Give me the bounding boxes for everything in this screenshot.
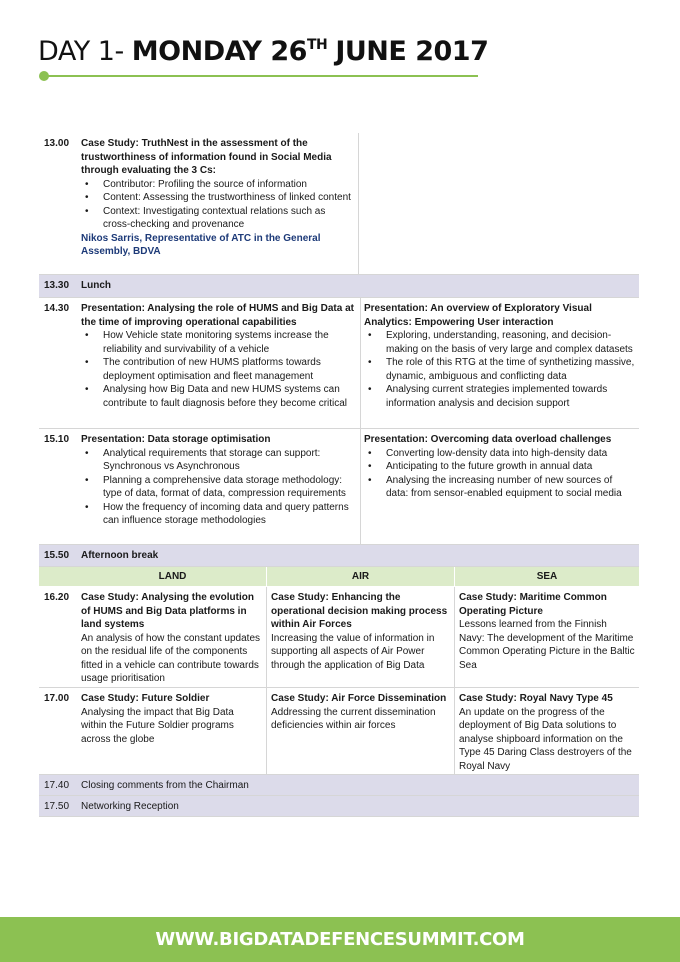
date-suffix: TH xyxy=(306,37,328,53)
session-title: Case Study: Enhancing the operational decision making process within Air Forces xyxy=(271,592,448,630)
session-body: Addressing the current dissemination deficiencies within air forces xyxy=(271,706,436,731)
list-item: • Analysing current strategies implemented towards information analysis and decision support xyxy=(364,383,635,410)
session-body: Increasing the value of information in supporting all aspects of Air Power through the application of Big Data xyxy=(271,632,435,671)
session-time: 17.00 xyxy=(44,693,70,704)
agenda-row-1740 xyxy=(39,775,639,796)
session-body: Lessons learned from the Finnish Navy: The development of the Maritime Common Operating Picture in the Baltic Sea xyxy=(459,619,635,671)
session-body: Analysing the impact that Big Data within the Future Soldier programs across the globe xyxy=(81,706,234,745)
day-label: DAY 1- xyxy=(38,36,124,67)
session-title: Case Study: Future Soldier xyxy=(81,693,210,704)
list-item: • Anticipating to the future growth in annual data xyxy=(364,460,635,474)
session-title: Case Study: Royal Navy Type 45 xyxy=(459,693,613,704)
list-item: • Planning a comprehensive data storage methodology: type of data, format of data, compression requirements xyxy=(81,474,356,501)
list-item: • How Vehicle state monitoring systems increase the reliability and survivability of a vehicle xyxy=(81,329,356,356)
list-item: • Analysing how Big Data and new HUMS systems can contribute to fault diagnosis before they become critical xyxy=(81,383,356,410)
session-time: 14.30 xyxy=(44,303,70,314)
footer-url[interactable]: WWW.BIGDATADEFENCESUMMIT.COM xyxy=(155,929,525,950)
title-underline xyxy=(44,75,478,77)
session-bullets xyxy=(364,329,635,410)
date-end: JUNE 2017 xyxy=(335,36,489,67)
page-title xyxy=(38,36,488,67)
title-dot xyxy=(39,71,49,81)
agenda-row-1300 xyxy=(39,133,639,275)
list-item: • Content: Assessing the trustworthiness of linked content xyxy=(81,191,354,205)
session-bullets xyxy=(81,447,356,528)
session-title: Presentation: Data storage optimisation xyxy=(81,434,271,445)
session-body: An update on the progress of the deployment of Big Data solutions to analyse shipboard information on the Type 45 Daring Class destroyers of the Royal Navy xyxy=(459,706,632,772)
session-cell xyxy=(79,133,359,274)
list-item: • Context: Investigating contextual relations such as cross-checking and provenance xyxy=(81,205,354,232)
session-time: 17.50 xyxy=(44,801,70,812)
session-title: Case Study: Analysing the evolution of HUMS and Big Data platforms in land systems xyxy=(81,592,254,630)
date-main: MONDAY 26 xyxy=(131,36,307,67)
agenda-row-1550 xyxy=(39,545,639,567)
session-bullets xyxy=(81,178,354,232)
session-title: Afternoon break xyxy=(81,550,159,561)
session-time: 16.20 xyxy=(44,592,70,603)
list-item: • How the frequency of incoming data and query patterns can influence storage methodologies xyxy=(81,501,356,528)
session-cell-right xyxy=(361,429,639,544)
track-land-header: LAND xyxy=(39,567,267,586)
footer-bar xyxy=(0,917,680,962)
session-title: Presentation: Analysing the role of HUMS and Big Data at the time of improving operational capabilities xyxy=(81,303,354,328)
sea-session xyxy=(455,688,639,774)
session-cell-left xyxy=(79,298,361,428)
land-session xyxy=(79,587,267,687)
track-header xyxy=(39,567,639,587)
agenda-row-1330 xyxy=(39,275,639,298)
session-time: 15.50 xyxy=(44,550,70,561)
list-item: • Analysing the increasing number of new sources of data: from sensor-enabled equipment to social media xyxy=(364,474,635,501)
land-session xyxy=(79,688,267,774)
session-time: 15.10 xyxy=(44,434,70,445)
agenda-table xyxy=(39,133,639,817)
session-title: Presentation: Overcoming data overload challenges xyxy=(364,434,612,445)
empty-cell xyxy=(359,133,639,274)
session-cell-left xyxy=(79,429,361,544)
session-time: 17.40 xyxy=(44,780,70,791)
session-cell-right xyxy=(361,298,639,428)
session-bullets xyxy=(364,447,635,501)
list-item: • Analytical requirements that storage can support: Synchronous vs Asynchronous xyxy=(81,447,356,474)
list-item: • The contribution of new HUMS platforms towards deployment optimisation and fleet management xyxy=(81,356,356,383)
session-body: An analysis of how the constant updates on the residual life of the components fitted in a vehicle can contribute towards usage prioritisation xyxy=(81,632,261,684)
list-item: • Contributor: Profiling the source of information xyxy=(81,178,354,192)
session-title: Lunch xyxy=(81,280,111,291)
session-title: Case Study: Air Force Dissemination xyxy=(271,693,447,704)
session-time: 13.30 xyxy=(44,280,70,291)
list-item: • Exploring, understanding, reasoning, and decision-making on the basis of very large and complex datasets xyxy=(364,329,635,356)
sea-session xyxy=(455,587,639,687)
agenda-row-1510 xyxy=(39,429,639,545)
air-session xyxy=(267,688,455,774)
agenda-row-1620 xyxy=(39,587,639,688)
session-title: Networking Reception xyxy=(81,801,179,812)
list-item: • The role of this RTG at the time of synthetizing massive, dynamic, ambiguous and conflicting data xyxy=(364,356,635,383)
session-title: Case Study: TruthNest in the assessment of the trustworthiness of information found in Social Media through evaluating the 3 Cs: xyxy=(81,138,332,176)
session-title: Presentation: An overview of Exploratory Visual Analytics: Empowering User interaction xyxy=(364,303,592,328)
agenda-row-1700 xyxy=(39,688,639,775)
agenda-row-1430 xyxy=(39,298,639,429)
track-sea-header: SEA xyxy=(536,571,558,582)
session-time: 13.00 xyxy=(44,138,70,149)
speaker-name: Nikos Sarris, Representative of ATC in the General Assembly, BDVA xyxy=(81,232,321,257)
agenda-row-1750 xyxy=(39,796,639,817)
air-session xyxy=(267,587,455,687)
session-bullets xyxy=(81,329,356,410)
session-title: Closing comments from the Chairman xyxy=(81,780,249,791)
session-title: Case Study: Maritime Common Operating Picture xyxy=(459,592,607,617)
list-item: • Converting low-density data into high-density data xyxy=(364,447,635,461)
track-air-header: AIR xyxy=(267,567,455,586)
